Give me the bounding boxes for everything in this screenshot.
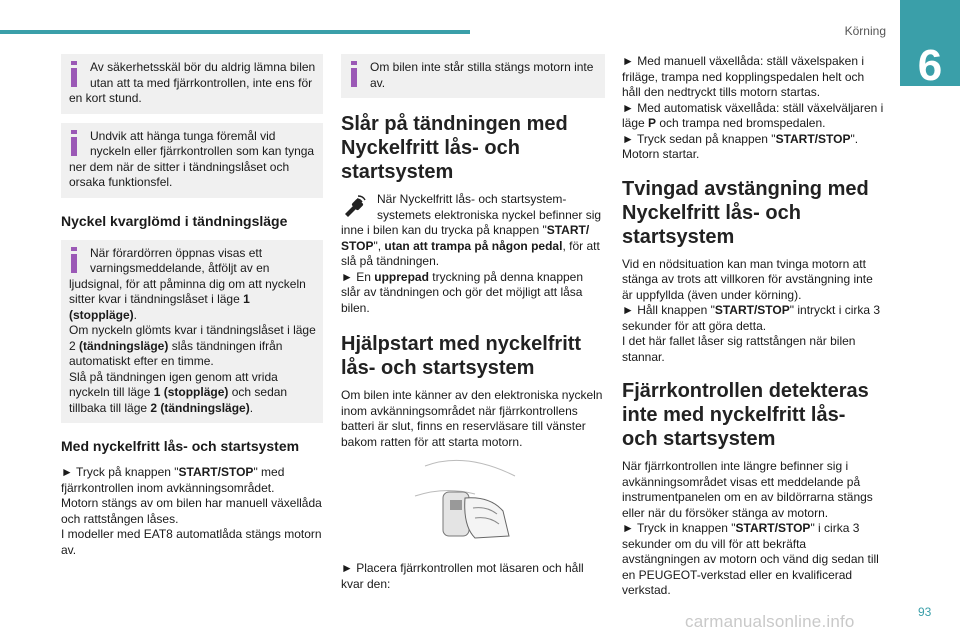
note-text: Undvik att hänga tunga föremål vid nyckeln eller fjärrkontrollen som kan tynga ner dem när de sitter i tändningslåset och orsaka funktionsfel. bbox=[69, 128, 315, 189]
note-text: Slå på tändningen igen genom att vrida nyckeln till läge 1 (stoppläge) och sedan tillbaka till läge 2 (tändningsläge). bbox=[69, 369, 288, 415]
paragraph: ► Tryck in knappen "START/STOP" i cirka 3 sekunder om du vill för att bekräfta avstängningen av motorn och vänd dig sedan till en PEUGEOT-verkstad eller en kvalificerad verkstad. bbox=[622, 521, 879, 597]
info-note bbox=[341, 54, 605, 98]
info-icon bbox=[348, 61, 360, 87]
column-2 bbox=[341, 54, 605, 592]
paragraph: ► En upprepad tryckning på denna knappen slår av tändningen och gör det möjligt att låsa bilen. bbox=[341, 269, 584, 315]
note-text: Om nyckeln glömts kvar i tändningslåset i läge 2 (tändningsläge) slås tändningen ifrån automatiskt efter en timme. bbox=[69, 323, 316, 368]
section-title: Slår på tändningen med Nyckelfritt lås- och startsystem bbox=[341, 113, 568, 183]
paragraph: I det här fallet låser sig rattstången när bilen stannar. bbox=[622, 334, 856, 364]
watermark: carmanualsonline.info bbox=[685, 612, 855, 631]
paragraph: ► Tryck på knappen "START/STOP" med fjärrkontrollen inom avkänningsområdet. bbox=[61, 465, 285, 495]
header-accent-bar bbox=[0, 30, 470, 34]
backup-reader-illustration bbox=[405, 456, 525, 542]
page-number: 93 bbox=[918, 605, 932, 619]
note-text: Om bilen inte står stilla stängs motorn inte av. bbox=[370, 60, 594, 90]
info-icon bbox=[68, 61, 80, 87]
section-heading: Nyckel kvarglömd i tändningsläge bbox=[61, 212, 288, 229]
paragraph: När fjärrkontrollen inte längre befinner sig i avkänningsområdet visas ett meddelande på instrumentpanelen om en av bildörrarna stängs eller när du försöker stänga av motorn. bbox=[622, 459, 873, 520]
section-title: Hjälpstart med nyckelfritt lås- och startsystem bbox=[341, 333, 582, 379]
note-text: Av säkerhetsskäl bör du aldrig lämna bilen utan att ta med fjärrkontrollen, inte ens för en kort stund. bbox=[69, 60, 316, 105]
column-3 bbox=[622, 54, 886, 599]
chapter-number-tab: 6 bbox=[900, 0, 960, 86]
section-heading: Med nyckelfritt lås- och startsystem bbox=[61, 438, 300, 454]
chapter-title: Körning bbox=[844, 24, 886, 38]
paragraph: ► Håll knappen "START/STOP" intryckt i cirka 3 sekunder för att göra detta. bbox=[622, 303, 881, 333]
paragraph: ► Med manuell växellåda: ställ växelspaken i friläge, trampa ned kopplingspedalen helt och håll den nedtryckt tills motorn startas. bbox=[622, 54, 865, 99]
info-note bbox=[61, 240, 323, 424]
paragraph: ► Tryck sedan på knappen "START/STOP". bbox=[622, 131, 859, 146]
info-note bbox=[61, 123, 323, 198]
section-title: Fjärrkontrollen detekteras inte med nyckelfritt lås- och startsystem bbox=[622, 380, 869, 450]
paragraph: Motorn stängs av om bilen har manuell växellåda och rattstången låses. bbox=[61, 496, 322, 526]
paragraph: Vid en nödsituation kan man tvinga motorn att stänga av trots att villkoren för avstängning inte är uppfyllda (även under körning). bbox=[622, 256, 873, 302]
paragraph: ► Med automatisk växellåda: ställ växelväljaren i läge P och trampa ned bromspedalen. bbox=[622, 100, 884, 130]
paragraph: ► Placera fjärrkontrollen mot läsaren och håll kvar den: bbox=[341, 561, 584, 591]
section-title: Tvingad avstängning med Nyckelfritt lås- och startsystem bbox=[622, 177, 869, 248]
paragraph: Om bilen inte känner av den elektroniska nyckeln inom avkänningsområdet när fjärrkontrollens batteri är slut, finns en reservläsare till vänster bakom ratten för att starta motorn. bbox=[341, 388, 603, 449]
info-icon bbox=[68, 247, 80, 273]
info-icon bbox=[68, 130, 80, 156]
keyless-key-icon bbox=[341, 194, 367, 220]
paragraph: När Nyckelfritt lås- och startsystem-systemets elektroniska nyckel befinner sig inne i bilen kan du trycka på knappen "START/ STOP", utan att trampa på någon pedal, för att slå på tändningen. bbox=[341, 192, 602, 268]
paragraph: I modeller med EAT8 automatlåda stängs motorn av. bbox=[61, 527, 322, 557]
column-1 bbox=[61, 54, 323, 558]
info-note bbox=[61, 54, 323, 114]
paragraph: Motorn startar. bbox=[622, 147, 700, 161]
note-text: När förardörren öppnas visas ett varningsmeddelande, åtföljt av en ljudsignal, för att påminna dig om att nyckeln sitter kvar i tändningslåset i läge 1 (stoppläge). bbox=[69, 245, 306, 322]
